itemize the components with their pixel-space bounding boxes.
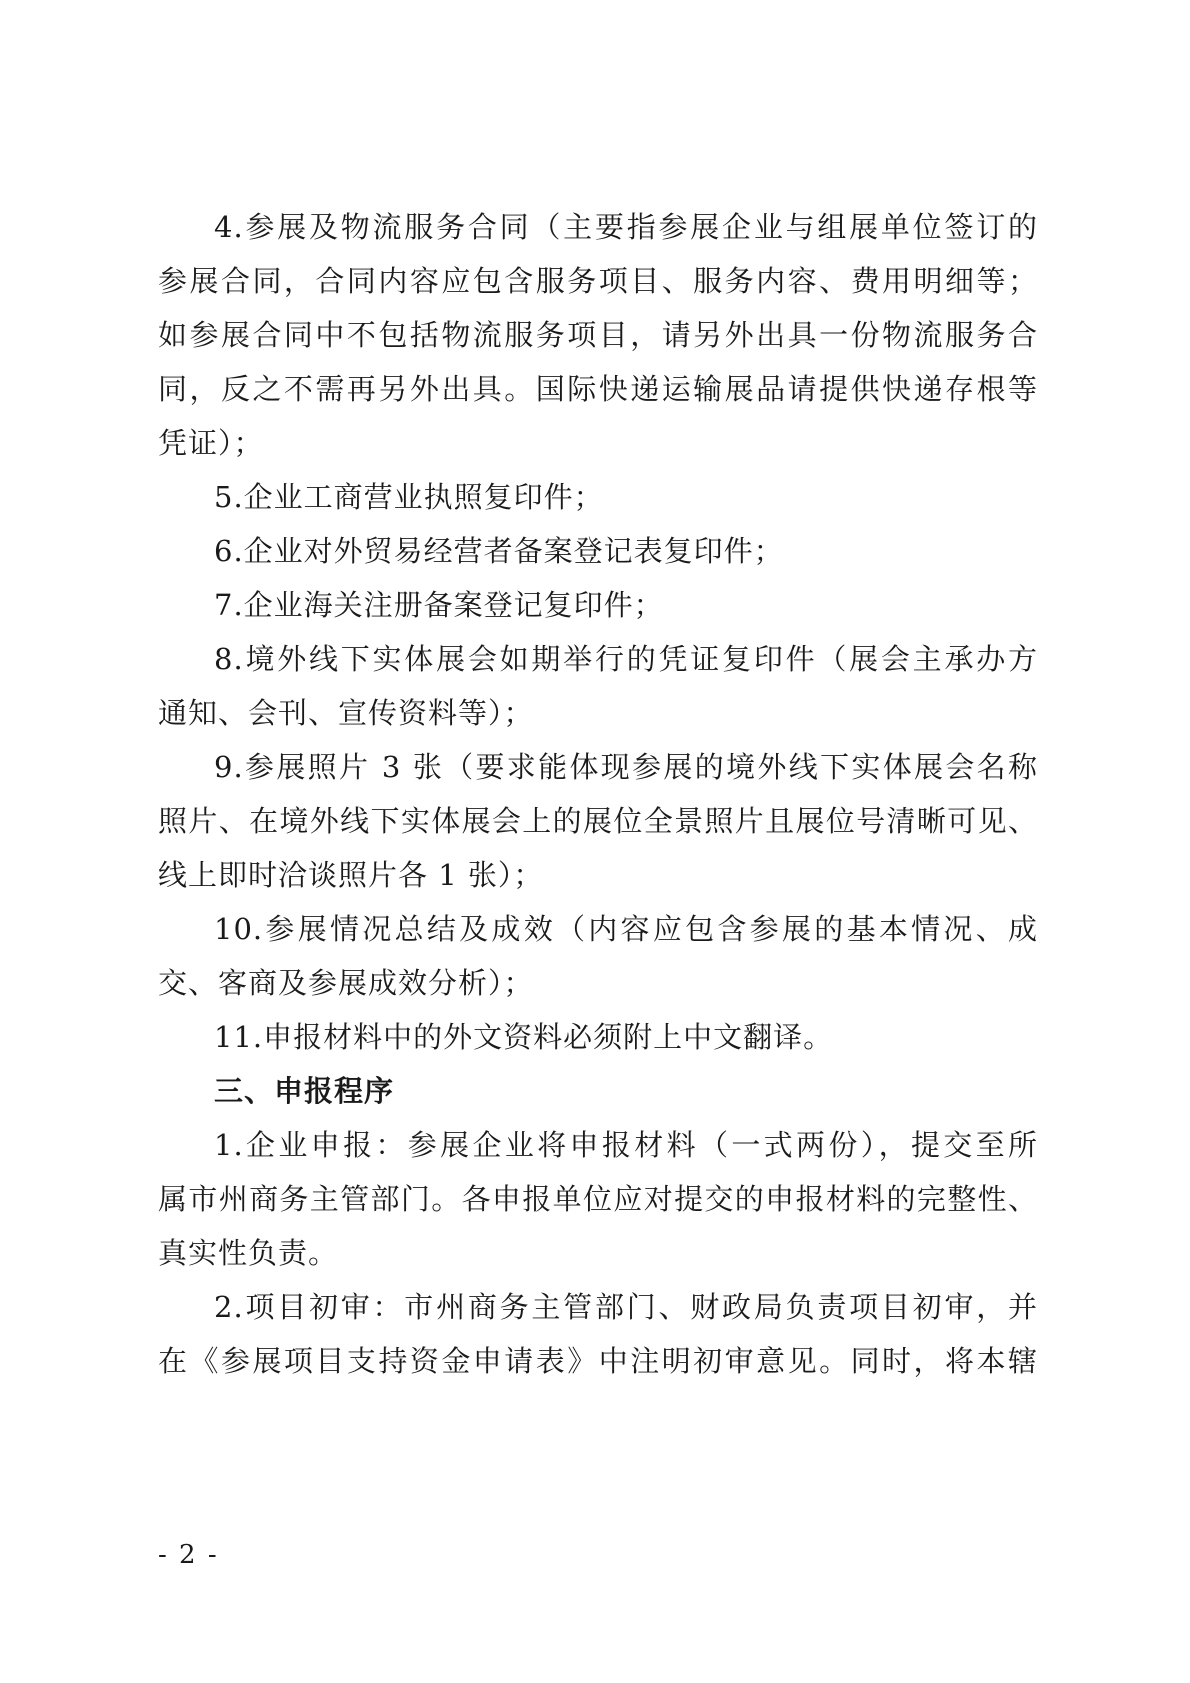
step-1-line-3: 真实性负责。 bbox=[158, 1236, 339, 1270]
step-2-line-2: 在《参展项目支持资金申请表》中注明初审意见。同时，将本辖 bbox=[158, 1344, 1038, 1378]
item-9-line-2: 照片、在境外线下实体展会上的展位全景照片且展位号清晰可见、 bbox=[158, 804, 1038, 838]
item-9-line-1: 9.参展照片 3 张（要求能体现参展的境外线下实体展会名称 bbox=[214, 750, 1038, 784]
section-heading: 三、申报程序 bbox=[214, 1074, 395, 1108]
item-4-line-4: 同，反之不需再另外出具。国际快递运输展品请提供快递存根等 bbox=[158, 372, 1038, 406]
item-4-line-5: 凭证）； bbox=[158, 426, 264, 460]
item-8-line-1: 8.境外线下实体展会如期举行的凭证复印件（展会主承办方 bbox=[214, 642, 1038, 676]
item-9-line-3: 线上即时洽谈照片各 1 张）； bbox=[158, 858, 544, 892]
page-number: - 2 - bbox=[158, 1540, 219, 1570]
item-11: 11.申报材料中的外文资料必须附上中文翻译。 bbox=[214, 1020, 834, 1054]
item-8-line-2: 通知、会刊、宣传资料等）； bbox=[158, 696, 534, 730]
item-10-line-1: 10.参展情况总结及成效（内容应包含参展的基本情况、成 bbox=[214, 912, 1038, 946]
step-1-line-2: 属市州商务主管部门。各申报单位应对提交的申报材料的完整性、 bbox=[158, 1182, 1038, 1216]
step-2-line-1: 2.项目初审：市州商务主管部门、财政局负责项目初审，并 bbox=[214, 1290, 1038, 1324]
item-6: 6.企业对外贸易经营者备案登记表复印件； bbox=[214, 534, 784, 568]
item-5: 5.企业工商营业执照复印件； bbox=[214, 480, 604, 514]
step-1-line-1: 1.企业申报：参展企业将申报材料（一式两份），提交至所 bbox=[214, 1128, 1038, 1162]
item-4-line-3: 如参展合同中不包括物流服务项目，请另外出具一份物流服务合 bbox=[158, 318, 1038, 352]
item-10-line-2: 交、客商及参展成效分析）； bbox=[158, 966, 534, 1000]
item-4-line-2: 参展合同，合同内容应包含服务项目、服务内容、费用明细等； bbox=[158, 264, 1038, 298]
item-4-line-1: 4.参展及物流服务合同（主要指参展企业与组展单位签订的 bbox=[214, 210, 1038, 244]
item-7: 7.企业海关注册备案登记复印件； bbox=[214, 588, 664, 622]
